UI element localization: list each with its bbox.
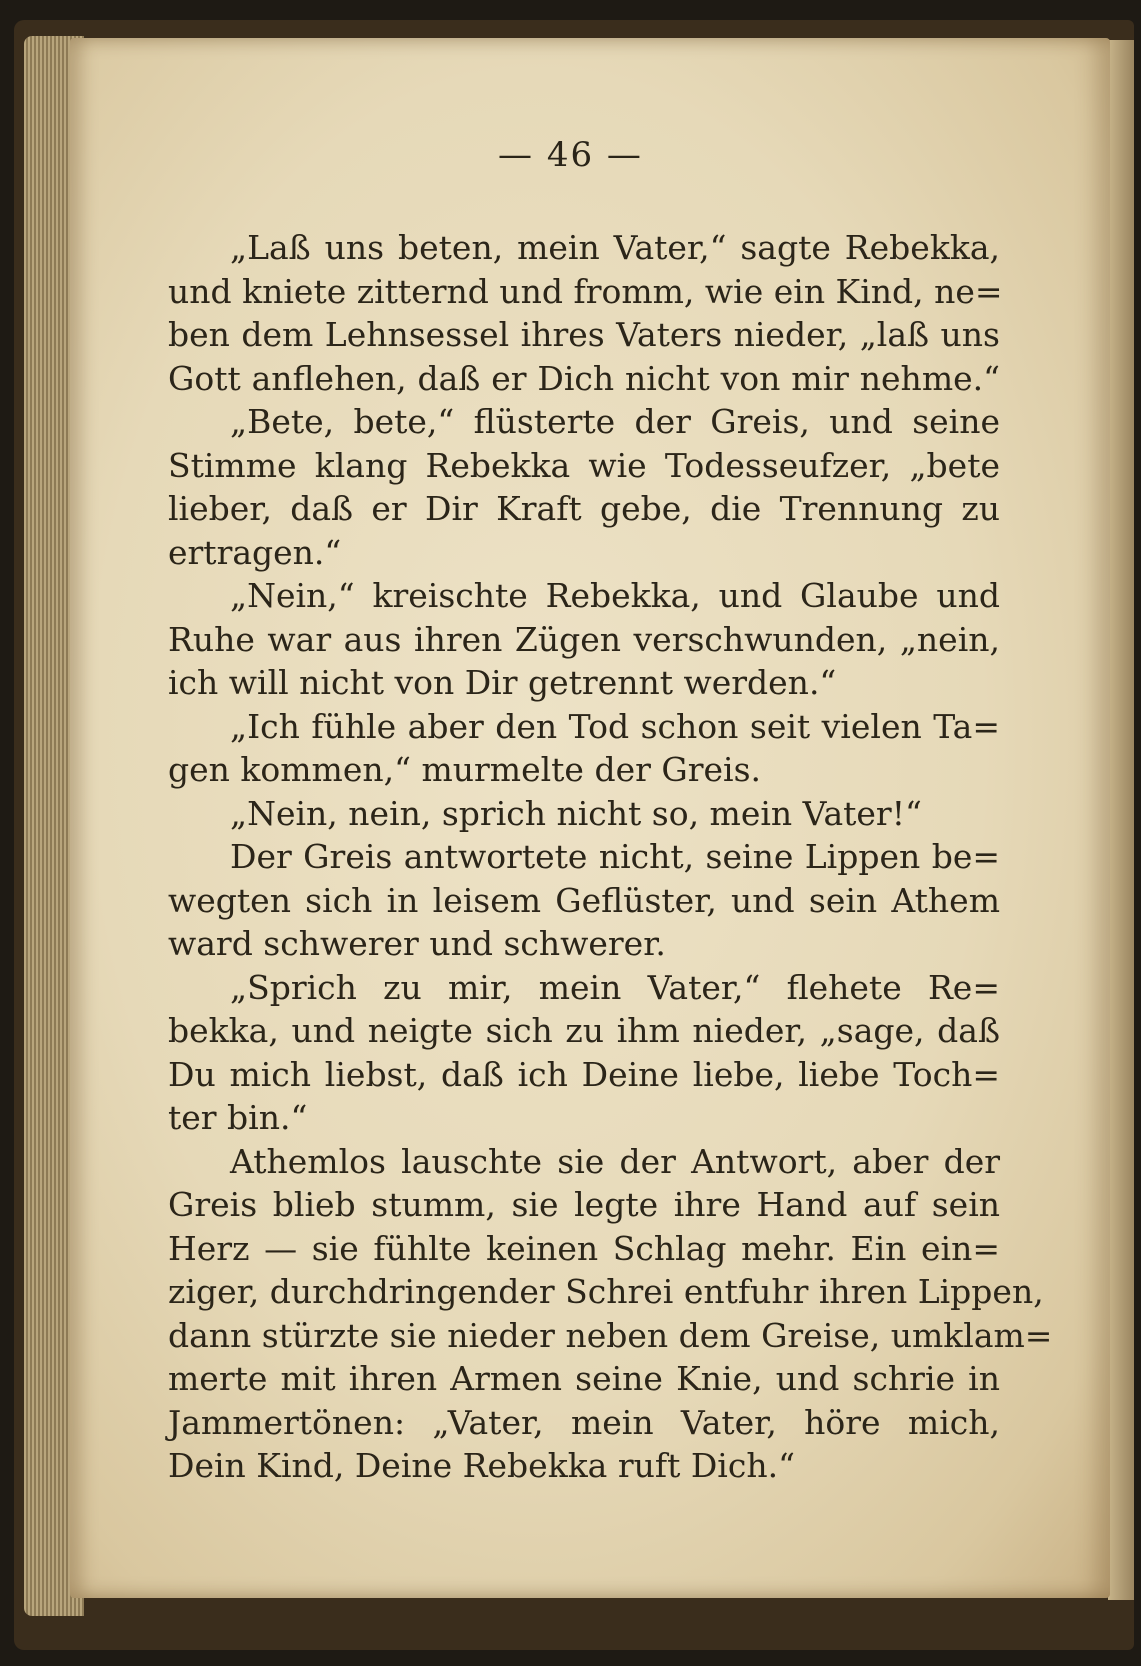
text-line: ter bin.“ bbox=[168, 1098, 308, 1137]
text-line: Jammertönen: „Vater, mein Vater, höre mich, bbox=[168, 1402, 1000, 1442]
text-line: Ruhe war aus ihren Zügen verschwunden, „nein, bbox=[168, 619, 1000, 659]
text-line: ertragen.“ bbox=[168, 532, 342, 572]
text-line: ben dem Lehnsessel ihres Vaters nieder, „laß uns bbox=[168, 315, 1000, 354]
text-line: ward schwerer und schwerer. bbox=[168, 924, 666, 963]
text-line: und kniete zitternd und fromm, wie ein Kind, ne= bbox=[168, 271, 1003, 311]
text-line: gen kommen,“ murmelte der Greis. bbox=[168, 750, 762, 789]
text-line: Herz — sie fühlte keinen Schlag mehr. Ein ein= bbox=[168, 1228, 1000, 1268]
page-text bbox=[168, 226, 1053, 1488]
text-line: „Nein,“ kreischte Rebekka, und Glaube und bbox=[230, 576, 1000, 615]
text-line: Stimme klang Rebekka wie Todesseufzer, „bete bbox=[168, 445, 1000, 485]
text-line: „Laß uns beten, mein Vater,“ sagte Rebekka, bbox=[230, 228, 1000, 267]
text-line: „Sprich zu mir, mein Vater,“ flehete Re= bbox=[230, 967, 1000, 1007]
text-line: Greis blieb stumm, sie legte ihre Hand auf sein bbox=[168, 1185, 1000, 1224]
text-line: bekka, und neigte sich zu ihm nieder, „sage, daß bbox=[168, 1011, 1000, 1050]
text-line: Dein Kind, Deine Rebekka ruft Dich.“ bbox=[168, 1446, 795, 1485]
text-line: Gott anflehen, daß er Dich nicht von mir nehme.“ bbox=[168, 358, 1000, 398]
page-number: — 46 — bbox=[498, 135, 643, 175]
right-page-edge bbox=[1108, 40, 1134, 1600]
text-line: wegten sich in leisem Geflüster, und sein Athem bbox=[168, 880, 1000, 920]
text-line: „Nein, nein, sprich nicht so, mein Vater!“ bbox=[230, 793, 922, 833]
text-line: merte mit ihren Armen seine Knie, und schrie in bbox=[168, 1359, 1000, 1398]
text-line: ich will nicht von Dir getrennt werden.“ bbox=[168, 663, 837, 702]
text-line: Du mich liebst, daß ich Deine liebe, liebe Toch= bbox=[168, 1054, 1000, 1094]
text-line: Der Greis antwortete nicht, seine Lippen be= bbox=[230, 837, 1000, 876]
text-line: „Ich fühle aber den Tod schon seit vielen Ta= bbox=[230, 706, 1000, 746]
text-line: ziger, durchdringender Schrei entfuhr ihren Lippen, bbox=[168, 1272, 1044, 1311]
text-line: „Bete, bete,“ flüsterte der Greis, und seine bbox=[230, 402, 1000, 441]
text-line: lieber, daß er Dir Kraft gebe, die Trennung zu bbox=[168, 489, 1000, 528]
text-line: Athemlos lauschte sie der Antwort, aber der bbox=[230, 1141, 1000, 1181]
text-line: dann stürzte sie nieder neben dem Greise, umklam= bbox=[168, 1315, 1053, 1355]
